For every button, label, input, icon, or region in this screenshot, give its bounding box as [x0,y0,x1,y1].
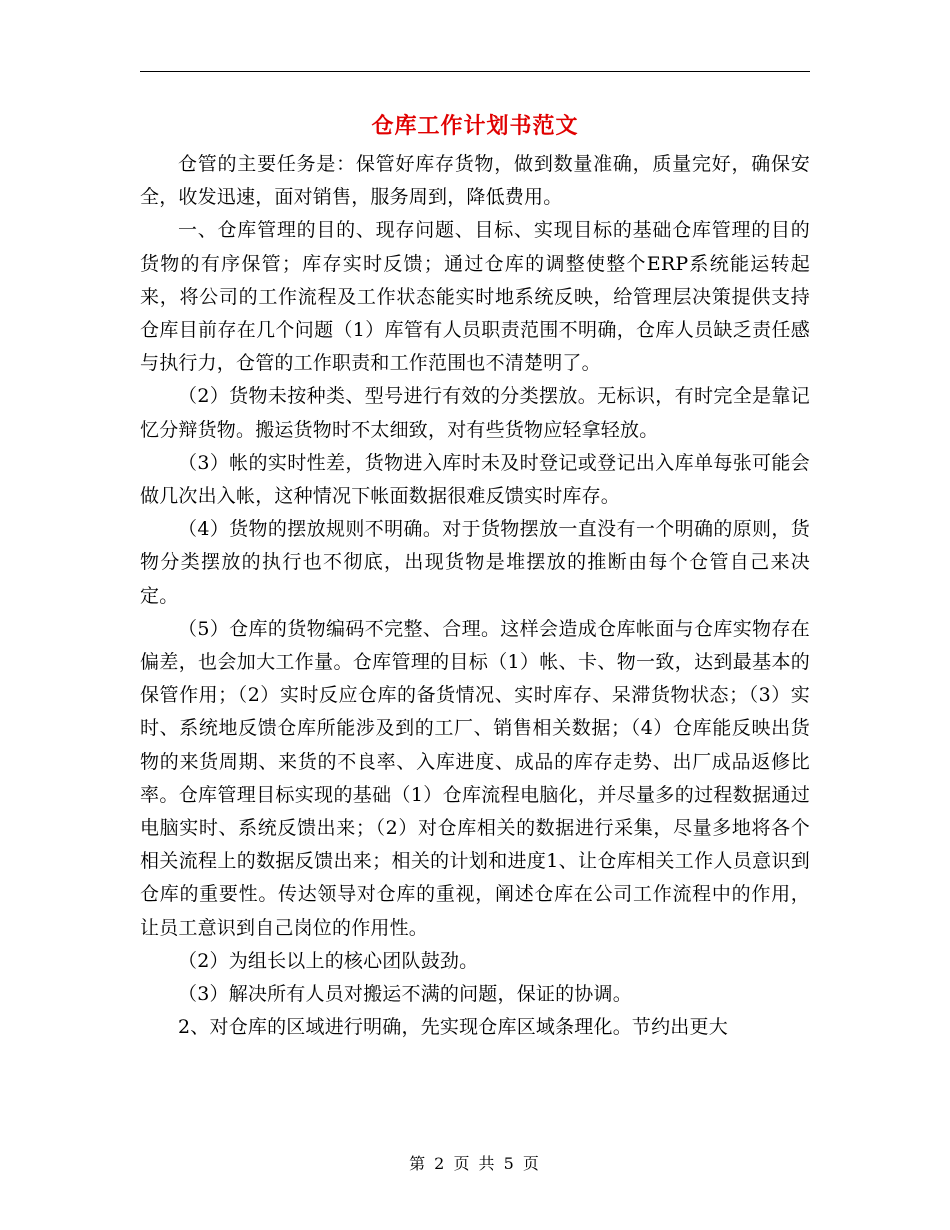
paragraph: 一、仓库管理的目的、现存问题、目标、实现目标的基础仓库管理的目的货物的有序保管；库存实时反馈；通过仓库的调整使整个ERP系统能运转起来，将公司的工作流程及工作状态能实时地系统反映，给管理层决策提供支持仓库目前存在几个问题（1）库管有人员职责范围不明确，仓库人员缺乏责任感与执行力，仓管的工作职责和工作范围也不清楚明了。 [140,219,810,375]
paragraph: 仓管的主要任务是：保管好库存货物，做到数量准确，质量完好，确保安全，收发迅速，面对销售，服务周到，降低费用。 [140,153,810,209]
paragraph: （3）解决所有人员对搬运不满的问题，保证的协调。 [178,983,632,1006]
paragraph: （3）帐的实时性差，货物进入库时未及时登记或登记出入库单每张可能会做几次出入帐，这种情况下帐面数据很难反馈实时库存。 [140,451,810,508]
document-body [140,148,810,1044]
paragraph: （5）仓库的货物编码不完整、合理。这样会造成仓库帐面与仓库实物存在偏差，也会加大工作量。仓库管理的目标（1）帐、卡、物一致，达到最基本的保管作用；（2）实时反应仓库的备货情况、实时库存、呆滞货物状态；（3）实时、系统地反馈仓库所能涉及到的工厂、销售相关数据；（4）仓库能反映出货物的来货周期、来货的不良率、入库进度、成品的库存走势、出厂成品返修比率。仓库管理目标实现的基础（1）仓库流程电脑化，并尽量多的过程数据通过电脑实时、系统反馈出来；（2）对仓库相关的数据进行采集，尽量多地将各个相关流程上的数据反馈出来；相关的计划和进度1、让仓库相关工作人员意识到仓库的重要性。传达领导对仓库的重视，阐述仓库在公司工作流程中的作用，让员工意识到自己岗位的作用性。 [140,617,810,939]
paragraph: 2、对仓库的区域进行明确，先实现仓库区域条理化。节约出更大 [178,1016,728,1039]
paragraph: （4）货物的摆放规则不明确。对于货物摆放一直没有一个明确的原则，货物分类摆放的执行也不彻底，出现货物是堆摆放的推断由每个仓管自己来决定。 [140,518,810,607]
page-number: 第 2 页 共 5 页 [409,1154,541,1173]
paragraph: （2）货物未按种类、型号进行有效的分类摆放。无标识，有时完全是靠记忆分辩货物。搬运货物时不太细致，对有些货物应轻拿轻放。 [140,385,810,441]
paragraph: （2）为组长以上的核心团队鼓劲。 [178,949,479,972]
header-rule [140,71,810,72]
document-title: 仓库工作计划书范文 [371,113,579,139]
